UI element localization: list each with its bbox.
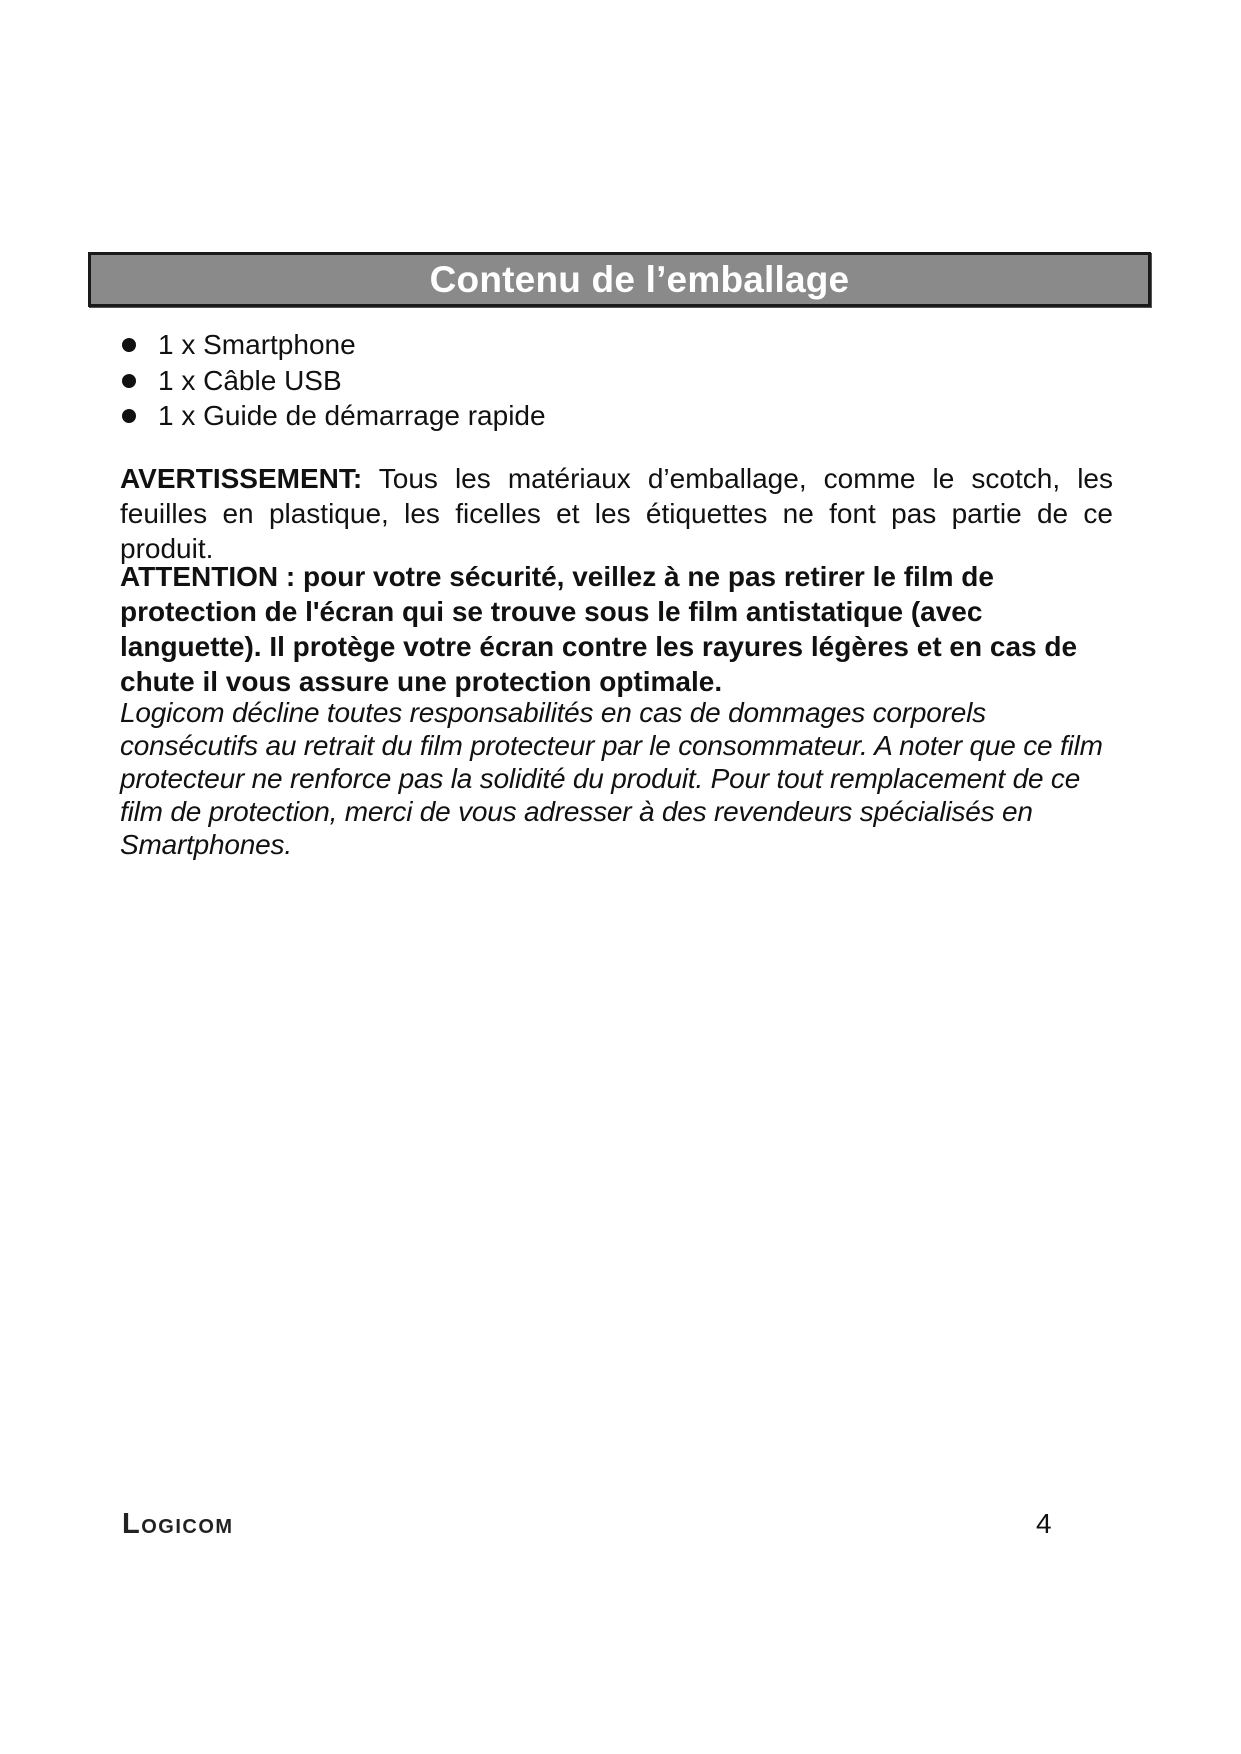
list-item xyxy=(120,363,546,399)
disclaimer-paragraph: Logicom décline toutes responsabilités en cas de dommages corporels consécutifs au retrait du film protecteur par le consommateur. A noter que ce film protecteur ne renforce pas la solidité du produit. Pour tout remplacement de ce film de protection, merci de vous adresser à des revendeurs spécialisés en Smartphones. xyxy=(120,697,1103,860)
warning-label: AVERTISSEMENT: xyxy=(120,463,363,494)
bullet-icon xyxy=(122,409,136,423)
logicom-logo: Logicom xyxy=(122,1508,234,1540)
list-item-text: 1 x Câble USB xyxy=(158,364,342,396)
list-item xyxy=(120,398,546,434)
warning-text: Tous les matériaux d’emballage, comme le scotch, les feuilles en plastique, les ficelles et les étiquettes ne font pas partie de ce produit. xyxy=(120,463,1113,564)
bullet-icon xyxy=(122,338,136,352)
list-item xyxy=(120,327,546,363)
bullet-icon xyxy=(122,374,136,388)
section-title: Contenu de l’emballage xyxy=(429,258,850,300)
list-item-text: 1 x Guide de démarrage rapide xyxy=(158,400,546,431)
package-contents-list xyxy=(120,327,546,434)
attention-paragraph: ATTENTION : pour votre sécurité, veillez à ne pas retirer le film de protection de l'écran qui se trouve sous le film antistatique (avec languette). Il protège votre écran contre les rayures légères et en cas de chute il vous assure une protection optimale. xyxy=(120,561,1078,697)
page-number: 4 xyxy=(1036,1508,1052,1539)
list-item-text: 1 x Smartphone xyxy=(158,329,356,360)
warning-paragraph xyxy=(120,461,1113,566)
section-header xyxy=(88,252,1151,307)
